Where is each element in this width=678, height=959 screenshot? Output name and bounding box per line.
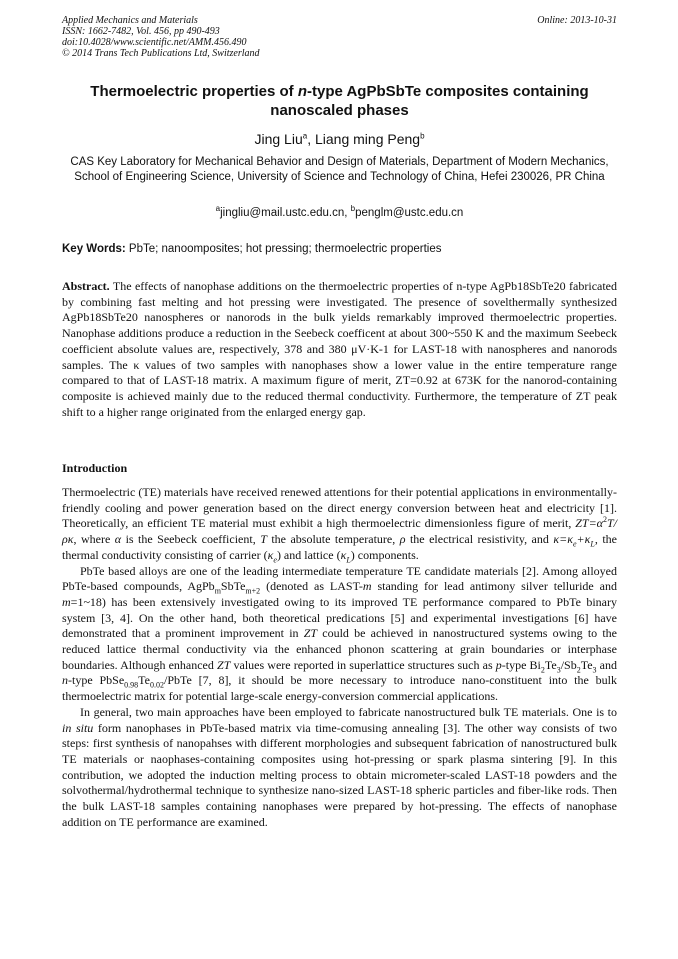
- journal-header: [62, 15, 617, 59]
- intro-paragraph-2: PbTe based alloys are one of the leading intermediate temperature TE candidate materials [2]. Among alloyed PbTe-based compounds, AgPb$_m$SbTe$_{m+2}$ (denoted as LAST-m standing for lead antimony silver telluride and m=1~18) has been extensively investigated owing to its improved TE performance compared to PbTe binary system [3, 4]. On the other hand, both theoretical predications [5] and experimental investigations [6] have demonstrated that a prominent improvement in ZT could be achieved in nanostructured systems owing to the reduced lattice thermal conductivity via the enhanced phonon scattering at grain boundaries or interphase boundaries. Although enhanced ZT values were reported in superlattice structures such as p-type $Bi_2Te_3/Sb_2Te_3$ and n-type $PbSe_{0.98}Te_{0.02}$/PbTe [7, 8], it should be more necessary to introduce nano-constituent into the bulk thermoelectric matrix for potential large-scale energy-conversion commercial applications.: [62, 563, 618, 704]
- affiliation: CAS Key Laboratory for Mechanical Behavior and Design of Materials, Department of Modern Mechanics, School of Engineering Science, University of Science and Technology of China, Hefei 230026, PR China: [70, 156, 609, 183]
- journal-name: Applied Mechanics and Materials: [62, 15, 198, 26]
- email-2[interactable]: penglm@ustc.edu.cn: [355, 207, 464, 219]
- author-2: Liang ming Peng: [314, 131, 421, 147]
- keywords-label: Key Words:: [62, 243, 126, 255]
- doi-line[interactable]: doi:10.4028/www.scientific.net/AMM.456.490: [62, 37, 247, 48]
- abstract-text: The effects of nanophase additions on the thermoelectric properties of n-type AgPb18SbTe20 fabricated by combining fast melting and hot pressing were investigated. The presence of sovelthermally synthesized AgPb18SbTe20 nanospheres or nanorods in the bulk yields remarkably improved thermoelectric properties. Nanophase additions produce a reduction in the Seebeck coefficent at about 300~550 K and the maximum Seebeck coefficient absolute values are, respectively, 378 and 380 μV·K-1 for LAST-18 with nanospheres and nanorods samples. The κ values of two samples with nanophases show a lower value in the entire temperature range compared to that of LAST-18 matrix. A maximum figure of merit, ZT=0.92 at 673K for the nanorod-containing composite is achieved mainly due to the reduced thermal conductivity. Furthermore, the temperature of ZT peak shift to a higher range originated from the enlarged energy gap.: [62, 279, 617, 419]
- section-heading-introduction: Introduction: [62, 461, 128, 475]
- abstract-label: Abstract.: [62, 279, 110, 293]
- author-1: Jing Liu: [254, 131, 303, 147]
- author-list: Jing Liu$^a$, Liang ming Peng$^b$: [254, 131, 425, 147]
- keywords: [62, 242, 617, 257]
- copyright-line: © 2014 Trans Tech Publications Ltd, Switzerland: [62, 48, 260, 59]
- online-date: Online: 2013-10-31: [537, 15, 617, 26]
- abstract: [62, 279, 617, 420]
- intro-paragraph-3: In general, two main approaches have been employed to fabricate nanostructured bulk TE materials. One is to in situ form nanophases in PbTe-based matrix via time-comusing annealing [3]. The other way consists of two steps: first synthesis of nanopahses with different morphologies and subsequent fabrication of nanostructured bulk TE materials or naophases-containing composites using hot-pressing or spark plasma sintering [9]. In this contribution, we adopted the induction melting process to obtain micrometer-scaled LAST-18 powders and the solvothermal/hydrothermal technique to synthesize nano-sized LAST-18 spheric particles and fiber-like rods. Then the bulk LAST-18 samples containing nanophases were prepared by hot-pressing. The effects of nanophase addition on TE performance are examined.: [62, 704, 617, 829]
- paper-title: Thermoelectric properties of n-type AgPbSbTe composites containing nanoscaled phases: [90, 83, 589, 119]
- intro-paragraph-1: Thermoelectric (TE) materials have received renewed attentions for their potential applications in environmentally-friendly cooling and power generation based on the direct energy conversion between heat and electricity [1]. Theoretically, an efficient TE material must exhibit a high thermoelectric dimensionless figure of merit, $ZT=\alpha^2T/\rho\kappa$, where α is the Seebeck coefficient, T the absolute temperature, ρ the electrical resistivity, and $\kappa=\kappa_e+\kappa_L$, the thermal conductivity consisting of carrier $(\kappa_e)$ and lattice $(\kappa_L)$ components.: [62, 485, 617, 565]
- introduction-body: [62, 485, 617, 830]
- keywords-text: PbTe; nanoomposites; hot pressing; thermoelectric properties: [125, 243, 442, 255]
- issn-line: ISSN: 1662-7482, Vol. 456, pp 490-493: [62, 26, 220, 37]
- email-list: $^a$jingliu@mail.ustc.edu.cn, $^b$penglm@ustc.edu.cn: [215, 204, 464, 219]
- email-1[interactable]: jingliu@mail.ustc.edu.cn: [220, 207, 345, 219]
